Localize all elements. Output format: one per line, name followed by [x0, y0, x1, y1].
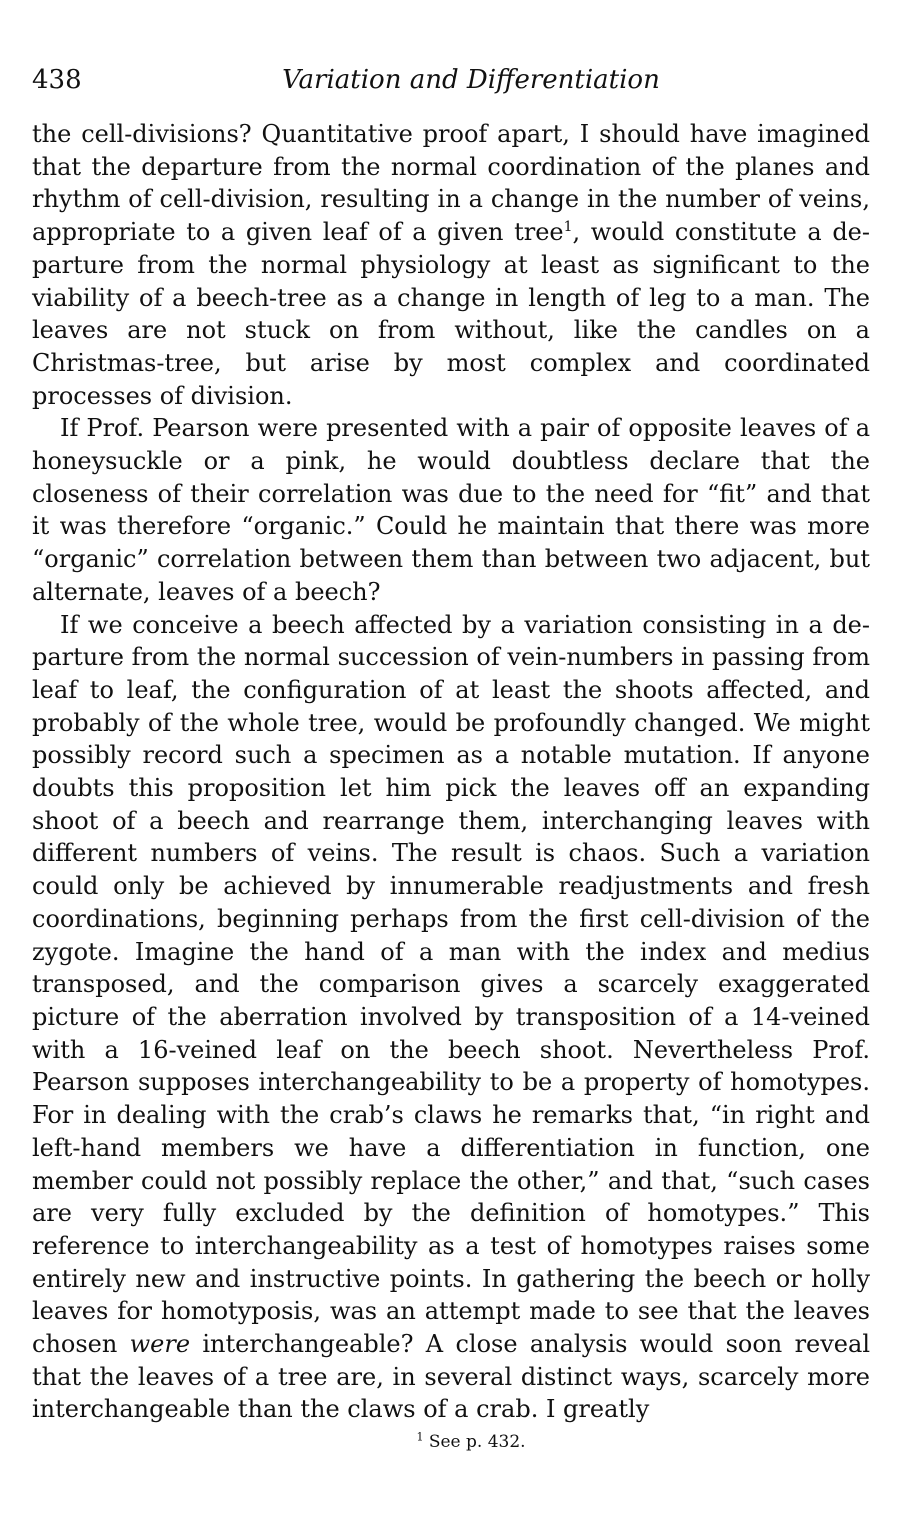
emphasis-word: were [129, 1330, 191, 1359]
paragraph-1 [32, 118, 870, 412]
page-header [32, 58, 870, 102]
paragraph-1-text-b: , would constitute a departure from the normal physiology at least as significant to the viability of a beech-tree as a change in length of leg to a man. The leaves are not stuck on from without, like the candles on a Christmas-tree, but arise by most complex and coordinated processes of division. [32, 218, 870, 410]
footnote [32, 1430, 870, 1454]
body-text [32, 118, 870, 1426]
paragraph-3-text-b: interchangeable? A close analysis would soon reveal that the leaves of a tree are, in several distinct ways, scarcely more interchangeable than the claws of a crab. I greatly [32, 1330, 870, 1424]
running-head: Variation and Differentiation [282, 65, 660, 95]
book-page [32, 58, 870, 1454]
paragraph-3 [32, 609, 870, 1427]
page-number: 438 [32, 65, 82, 95]
footnote-text: See p. 432. [428, 1432, 526, 1453]
paragraph-3-text-a: If we conceive a beech affected by a variation consisting in a departure from the normal succession of vein-numbers in passing from leaf to leaf, the configuration of at least the shoots affected, and probably of the whole tree, would be profoundly changed. We might possibly record such a specimen as a notable mutation. If anyone doubts this proposition let him pick the leaves off an expanding shoot of a beech and rearrange them, interchanging leaves with different numbers of veins. The result is chaos. Such a variation could only be achieved by innumerable readjustments and fresh coordinations, beginning perhaps from the first cell-division of the zygote. Imagine the hand of a man with the index and medius transposed, and the comparison gives a scarcely exaggerated picture of the aberration involved by transposition of a 14-veined with a 16-veined leaf on the beech shoot. Nevertheless Prof. Pearson supposes interchangeability to be a property of homotypes. For in dealing with the crab’s claws he remarks that, “in right and left-hand members we have a differentiation in function, one member could not possibly replace the other,” and that, “such cases are very fully excluded by the definition of homotypes.” This reference to interchangeability as a test of homotypes raises some entirely new and instructive points. In gathering the beech or holly leaves for homotyposis, was an attempt made to see that the leaves chosen [32, 610, 870, 1359]
paragraph-2: If Prof. Pearson were presented with a pair of opposite leaves of a honeysuckle or a pink, he would doubtless declare that the closeness of their correlation was due to the need for “fit” and that it was therefore “organic.” Could he maintain that there was more “organic” correlation between them than between two adjacent, but alternate, leaves of a beech? [32, 414, 870, 606]
footnote-reference: 1 [563, 219, 573, 236]
footnote-mark: 1 [416, 1430, 424, 1444]
paragraph-1-text-a: the cell-divisions? Quantitative proof apart, I should have imagined that the departure from the normal coordination of the planes and rhythm of cell-division, resulting in a change in the number of veins, appropriate to a given leaf of a given tree [32, 120, 870, 247]
